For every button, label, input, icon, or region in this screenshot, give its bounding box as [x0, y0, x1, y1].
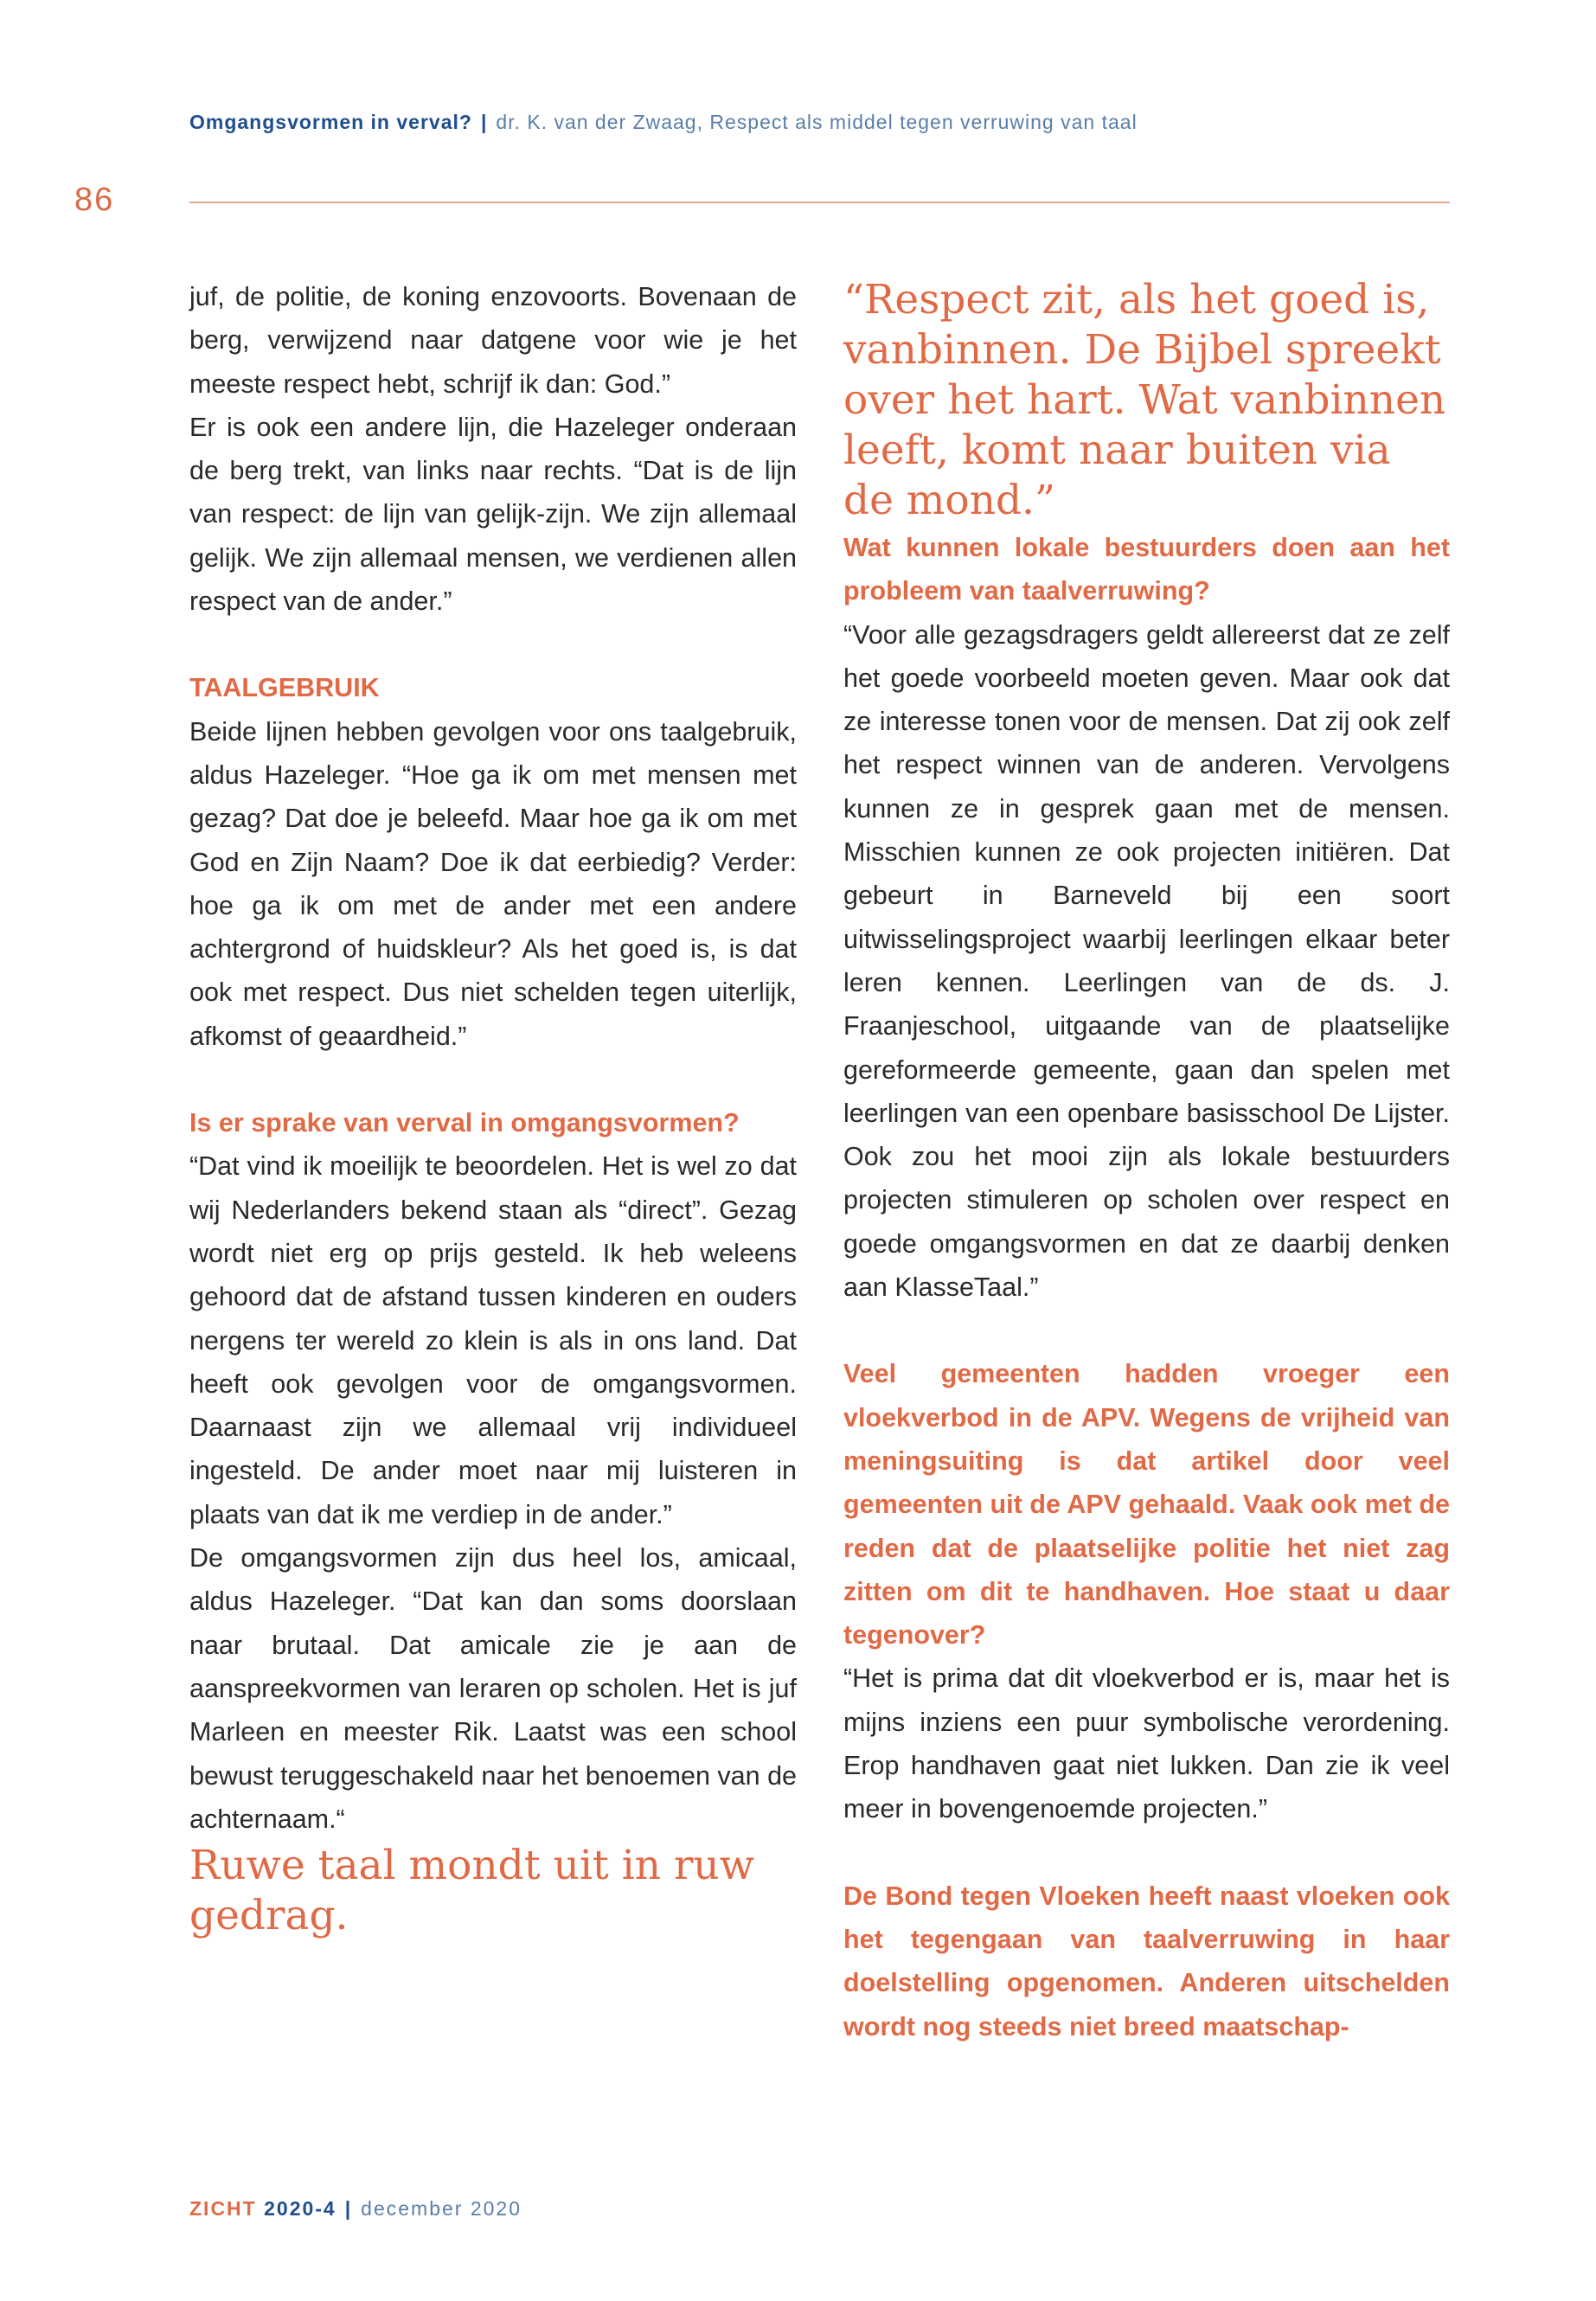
header-rule — [189, 202, 1450, 203]
section-heading: TAALGEBRUIK — [189, 673, 380, 703]
footer-issue: 2020-4 — [264, 2197, 337, 2220]
page-number: 86 — [74, 182, 115, 218]
paragraph-gap — [189, 1058, 797, 1101]
body-paragraph: “Voor alle gezagsdragers geldt allereerst dat ze zelf het goede voorbeeld moeten geven. Maar ook dat ze interesse tonen voor de mensen. Dat zij ook zelf het respect winnen van de anderen. Vervolgens kunnen ze in gesprek gaan met de mensen. Misschien kunnen ze ook projecten initiëren. Dat gebeurt in Barneveld bij een soort uitwisselingsproject waarbij leerlingen elkaar beter leren kennen. Leerlingen van de ds. J. Fraanjeschool, uitgaande van de plaatselijke gereformeerde gemeente, gaan dan spelen met leerlingen van een openbare basisschool De Lijster. Ook zou het mooi zijn als lokale bestuurders projecten stimuleren op scholen over respect en goede omgangsvormen en dat ze daarbij denken aan KlasseTaal.” — [843, 619, 1450, 1303]
interview-question: Veel gemeenten hadden vroeger een vloekverbod in de APV. Wegens de vrijheid van meningsuiting is dat artikel door veel gemeenten uit de APV gehaald. Vaak ook met de reden dat de plaatselijke politie het niet zag zitten om dit te handhaven. Hoe staat u daar tegenover? — [843, 1359, 1450, 1650]
left-column — [189, 275, 797, 1941]
footer-brand: ZICHT — [189, 2197, 257, 2220]
paragraph-gap — [843, 1831, 1450, 1875]
header-separator: | — [480, 111, 488, 133]
page-footer — [189, 2197, 522, 2221]
body-paragraph: juf, de politie, de koning enzovoorts. Bovenaan de berg, verwijzend naar datgene voor wie je het meeste respect hebt, schrijf ik dan: God.” — [189, 282, 797, 399]
pull-quote: Ruwe taal mondt uit in ruw gedrag. — [189, 1842, 754, 1940]
pull-quote: “Respect zit, als het goed is, vanbinnen. De Bijbel spreekt over het hart. Wat vanbinnen leeft, komt naar buiten via de mond.” — [843, 276, 1446, 524]
footer-date: december 2020 — [361, 2197, 522, 2220]
interview-question: Wat kunnen lokale bestuurders doen aan het probleem van taalverruwing? — [843, 533, 1450, 606]
right-column — [843, 275, 1450, 2048]
header-subtitle: dr. K. van der Zwaag, Respect als middel tegen verruwing van taal — [496, 111, 1138, 133]
body-paragraph: “Dat vind ik moeilijk te beoordelen. Het is wel zo dat wij Nederlanders bekend staan als “direct”. Gezag wordt niet erg op prijs gesteld. Ik heb weleens gehoord dat de afstand tussen kinderen en ouders nergens ter wereld zo klein is als in ons land. Dat heeft ook gevolgen voor de omgangsvormen. Daarnaast zijn we allemaal vrij individueel ingesteld. De ander moet naar mij luisteren in plaats van dat ik me verdiep in de ander.” — [189, 1151, 797, 1529]
body-paragraph: Beide lijnen hebben gevolgen voor ons taalgebruik, aldus Hazeleger. “Hoe ga ik om met mensen met gezag? Dat doe je beleefd. Maar hoe ga ik om met God en Zijn Naam? Doe ik dat eerbiedig? Verder: hoe ga ik om met de ander met een andere achtergrond of huidskleur? Als het goed is, is dat ook met respect. Dus niet schelden tegen uiterlijk, afkomst of geaardheid.” — [189, 716, 797, 1051]
footer-separator: | — [344, 2197, 353, 2220]
paragraph-gap — [189, 623, 797, 666]
interview-question: De Bond tegen Vloeken heeft naast vloeken ook het tegengaan van taalverruwing in haar doelstelling opgenomen. Anderen uitschelden wordt nog steeds niet breed maatschap- — [843, 1881, 1450, 2041]
body-paragraph: “Het is prima dat dit vloekverbod er is, maar het is mijns inziens een puur symbolische verordening. Erop handhaven gaat niet lukken. Dan zie ik veel meer in bovengenoemde projecten.” — [843, 1663, 1450, 1824]
interview-question: Is er sprake van verval in omgangsvormen? — [189, 1108, 740, 1138]
body-paragraph: De omgangsvormen zijn dus heel los, amicaal, aldus Hazeleger. “Dat kan dan soms doorslaan naar brutaal. Dat amicale zie je aan de aanspreekvormen van leraren op scholen. Het is juf Marleen en meester Rik. Laatst was een school bewust teruggeschakeld naar het benoemen van de achternaam.“ — [189, 1543, 797, 1834]
body-paragraph: Er is ook een andere lijn, die Hazeleger onderaan de berg trekt, van links naar rechts. “Dat is de lijn van respect: de lijn van gelijk-zijn. We zijn allemaal gelijk. We zijn allemaal mensen, we verdienen allen respect van de ander.” — [189, 412, 797, 617]
running-header — [189, 111, 1138, 134]
paragraph-gap — [843, 1309, 1450, 1352]
header-title: Omgangsvormen in verval? — [189, 111, 472, 133]
